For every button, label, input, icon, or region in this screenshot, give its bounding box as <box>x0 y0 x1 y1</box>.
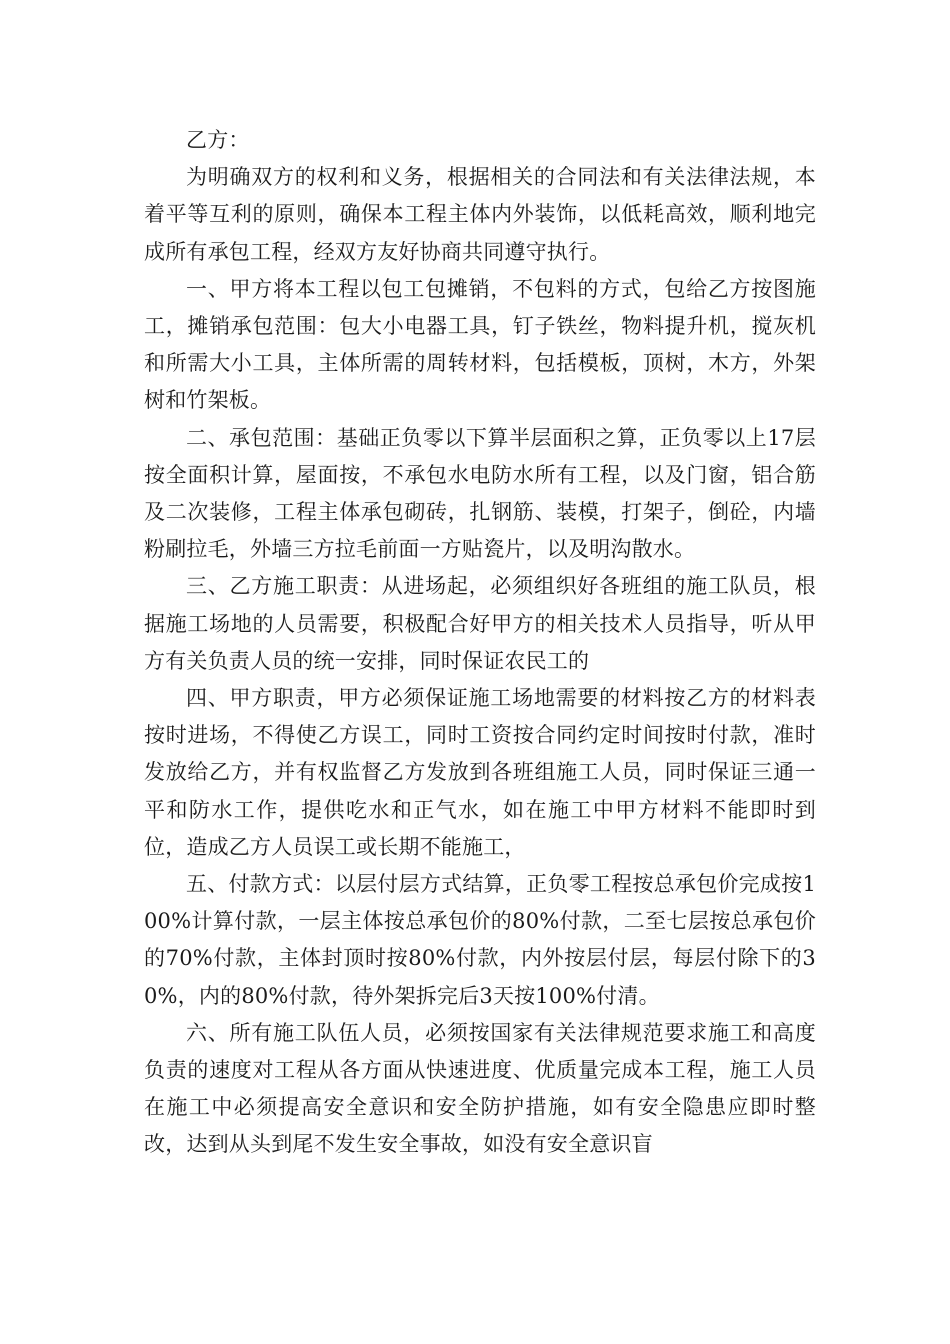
clause-5-paragraph: 五、付款方式：以层付层方式结算，正负零工程按总承包价完成按100%计算付款，一层主体按总承包价的80%付款，二至七层按总承包价的70%付款，主体封顶时按80%付款，内外按层付层，每层付除下的30%，内的80%付款，待外架拆完后3天按100%付清。 <box>144 872 816 1008</box>
clause-1-paragraph: 一、甲方将本工程以包工包摊销，不包料的方式，包给乙方按图施工，摊销承包范围：包大小电器工具，钉子铁丝，物料提升机，搅灰机和所需大小工具，主体所需的周转材料，包括模板，顶树，木方，外架树和竹架板。 <box>144 276 816 413</box>
preamble-paragraph: 为明确双方的权利和义务，根据相关的合同法和有关法律法规，本着平等互利的原则，确保本工程主体内外装饰，以低耗高效，顺利地完成所有承包工程，经双方友好协商共同遵守执行。 <box>144 165 816 264</box>
document-body <box>144 122 816 1164</box>
clause-4-paragraph: 四、甲方职责，甲方必须保证施工场地需要的材料按乙方的材料表按时进场，不得使乙方误工，同时工资按合同约定时间按时付款，准时发放给乙方，并有权监督乙方发放到各班组施工人员，同时保证三通一平和防水工作，提供吃水和正气水，如在施工中甲方材料不能即时到位，造成乙方人员误工或长期不能施工， <box>144 686 816 859</box>
party-b-label: 乙方： <box>186 128 250 152</box>
clause-2-paragraph: 二、承包范围：基础正负零以下算半层面积之算，正负零以上17层按全面积计算，屋面按，不承包水电防水所有工程，以及门窗，铝合筋及二次装修，工程主体承包砌砖，扎钢筋、装模，打架子，倒砼，内墙粉刷拉毛，外墙三方拉毛前面一方贴瓷片，以及明沟散水。 <box>144 425 816 562</box>
clause-6-paragraph: 六、所有施工队伍人员，必须按国家有关法律规范要求施工和高度负责的速度对工程从各方面从快速进度、优质量完成本工程，施工人员在施工中必须提高安全意识和安全防护措施，如有安全隐患应即时整改，达到从头到尾不发生安全事故，如没有安全意识盲 <box>144 1020 816 1157</box>
clause-3-paragraph: 三、乙方施工职责：从进场起，必须组织好各班组的施工队员，根据施工场地的人员需要，积极配合好甲方的相关技术人员指导，听从甲方有关负责人员的统一安排，同时保证农民工的 <box>144 574 816 673</box>
